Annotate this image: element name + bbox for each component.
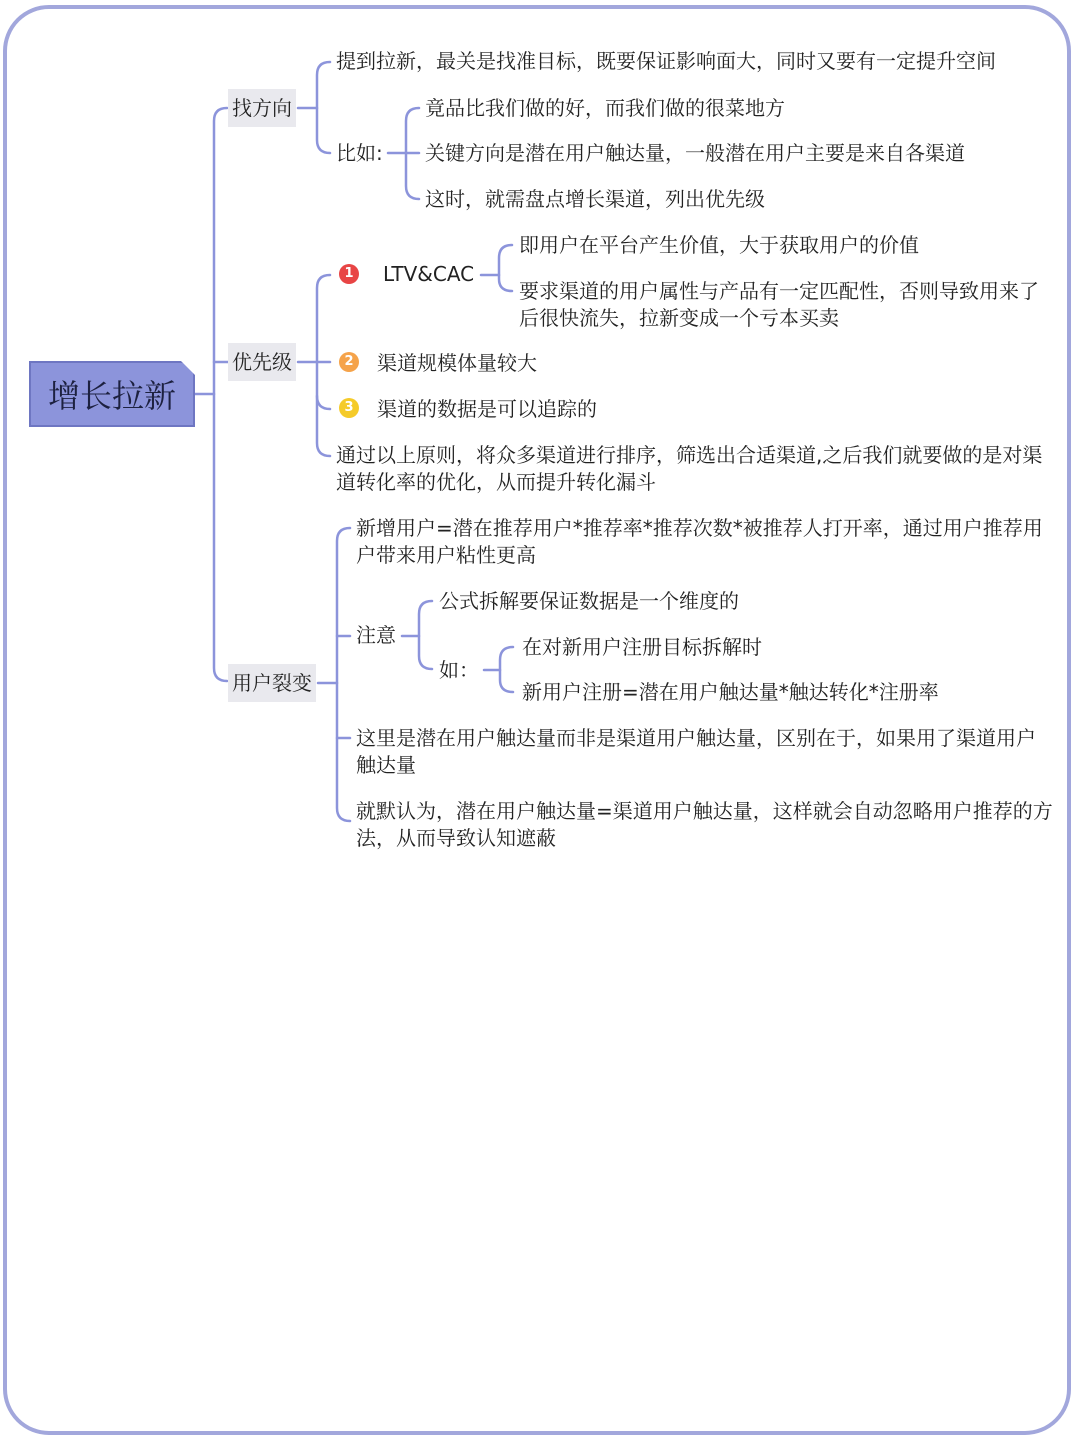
fission-note-point: 公式拆解要保证数据是一个维度的	[439, 589, 739, 613]
direction-example-2: 关键方向是潜在用户触达量，一般潜在用户主要是来自各渠道	[425, 141, 965, 165]
fission-example-label: 如：	[439, 658, 479, 682]
connector-direction-tree	[317, 62, 330, 153]
priority-3-text: 渠道的数据是可以追踪的	[377, 397, 597, 421]
ltv-detail-2: 要求渠道的用户属性与产品有一定匹配性，否则导致用来了后很快流失，拉新变成一个亏本买卖	[519, 279, 1039, 330]
connector-priority-3	[317, 396, 330, 409]
connector-ltv-tree	[499, 245, 512, 291]
direction-example-3: 这时，就需盘点增长渠道，列出优先级	[425, 187, 765, 211]
branch-fission-label: 用户裂变	[232, 671, 312, 695]
root-node[interactable]	[29, 361, 195, 427]
branch-priority-label: 优先级	[232, 350, 292, 374]
connector-fission-tree	[337, 528, 350, 821]
root-label: 增长拉新	[47, 377, 176, 415]
branch-direction[interactable]	[228, 89, 296, 127]
fission-formula: 新增用户=潜在推荐用户*推荐率*推荐次数*被推荐人打开率，通过用户推荐用户带来用户粘性更高	[356, 516, 1043, 567]
branch-fission[interactable]	[228, 664, 316, 702]
priority-3-badge-icon: 3	[339, 398, 359, 418]
fold-corner	[181, 361, 195, 375]
fission-remark-1: 这里是潜在用户触达量而非是渠道用户触达量，区别在于，如果用了渠道用户触达量	[356, 726, 1036, 777]
direction-example-label: 比如:	[336, 141, 383, 165]
connector-example-tree	[500, 647, 513, 692]
fission-note-label: 注意	[356, 623, 396, 647]
ltv-detail-1: 即用户在平台产生价值，大于获取用户的价值	[519, 233, 919, 257]
connector-root-tree	[214, 108, 227, 681]
direction-point: 提到拉新，最关是找准目标，既要保证影响面大，同时又要有一定提升空间	[336, 49, 996, 73]
branch-direction-label: 找方向	[232, 96, 292, 120]
fission-example-1: 在对新用户注册目标拆解时	[522, 635, 762, 659]
connector-note-tree	[419, 601, 432, 669]
priority-2-text: 渠道规模体量较大	[377, 351, 537, 375]
branch-priority[interactable]	[228, 343, 296, 381]
connector-priority-tree	[317, 275, 330, 456]
priority-1-text: LTV&CAC	[383, 262, 475, 286]
priority-1-badge-icon: 1	[339, 264, 359, 284]
direction-example-1: 竟品比我们做的好，而我们做的很菜地方	[425, 96, 785, 120]
fission-example-2: 新用户注册=潜在用户触达量*触达转化*注册率	[522, 680, 939, 704]
priority-summary: 通过以上原则，将众多渠道进行排序，筛选出合适渠道,之后我们就要做的是对渠道转化率的优化，从而提升转化漏斗	[336, 443, 1043, 494]
fission-remark-2: 就默认为，潜在用户触达量=渠道用户触达量，这样就会自动忽略用户推荐的方法，从而导致认知遮蔽	[356, 799, 1053, 850]
priority-2-badge-icon: 2	[339, 352, 359, 372]
